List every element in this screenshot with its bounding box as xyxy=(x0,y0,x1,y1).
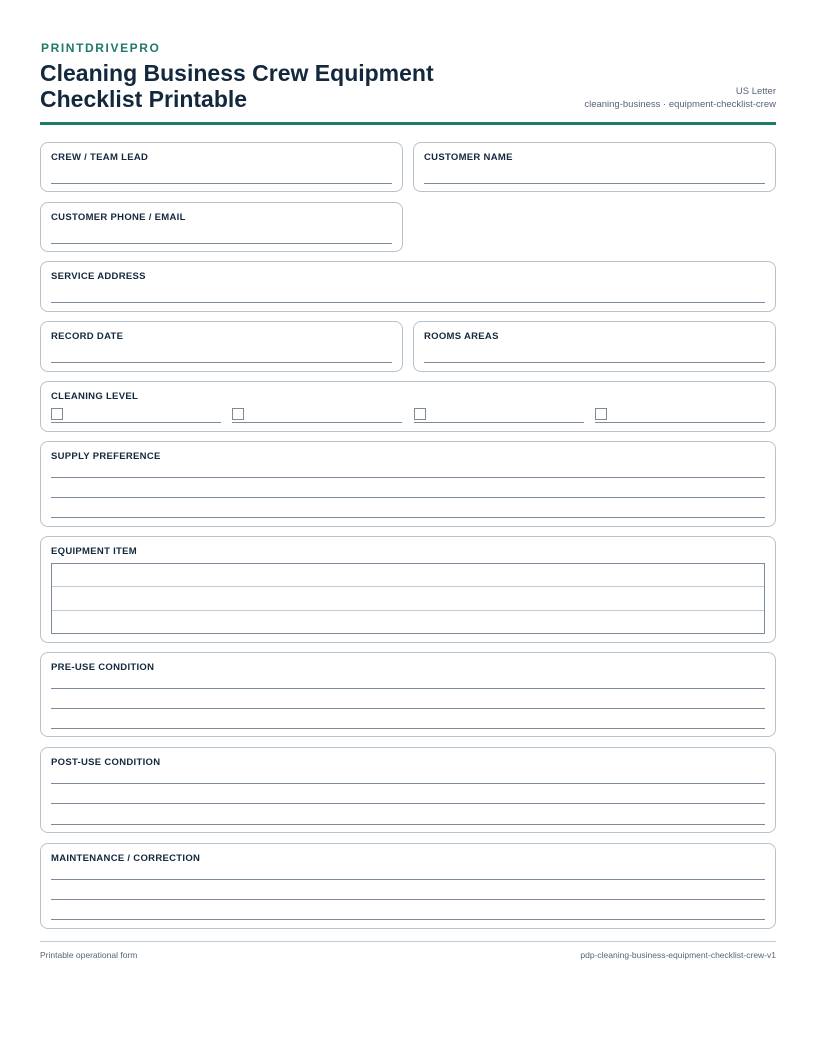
table-row[interactable] xyxy=(52,611,764,634)
paper-size: US Letter xyxy=(735,86,776,97)
cleaning-level-option-4 xyxy=(595,408,765,423)
page-title: Cleaning Business Crew Equipment Checklist Printable xyxy=(40,60,434,112)
pre-use-condition-line-3[interactable] xyxy=(51,728,765,729)
service-address-field[interactable] xyxy=(40,261,776,312)
cleaning-level-option-3 xyxy=(414,408,584,423)
checkbox-icon[interactable] xyxy=(414,408,426,420)
supply-preference-label: SUPPLY PREFERENCE xyxy=(51,451,161,462)
post-use-condition-label: POST-USE CONDITION xyxy=(51,757,161,768)
crew-team-lead-label: CREW / TEAM LEAD xyxy=(51,152,149,163)
pre-use-condition-label: PRE-USE CONDITION xyxy=(51,662,155,673)
header-rule xyxy=(40,122,776,125)
pre-use-condition-field[interactable] xyxy=(40,652,776,737)
cleaning-level-field xyxy=(40,381,776,432)
equipment-item-label: EQUIPMENT ITEM xyxy=(51,546,138,557)
equipment-item-table xyxy=(51,563,765,634)
table-row[interactable] xyxy=(52,564,764,587)
cleaning-level-option-2 xyxy=(232,408,402,423)
service-address-label: SERVICE ADDRESS xyxy=(51,271,146,282)
customer-name-label: CUSTOMER NAME xyxy=(424,152,513,163)
maintenance-correction-line-1[interactable] xyxy=(51,879,765,880)
customer-phone-email-field[interactable] xyxy=(40,202,403,252)
brand-name: PRINTDRIVEPRO xyxy=(41,41,161,55)
rooms-areas-field[interactable] xyxy=(413,321,776,372)
supply-preference-field[interactable] xyxy=(40,441,776,527)
post-use-condition-line-2[interactable] xyxy=(51,803,765,804)
cleaning-level-option-1 xyxy=(51,408,221,423)
checkbox-icon[interactable] xyxy=(595,408,607,420)
crew-team-lead-field[interactable] xyxy=(40,142,403,192)
customer-name-line[interactable] xyxy=(424,183,765,184)
cleaning-level-label: CLEANING LEVEL xyxy=(51,391,139,402)
rooms-areas-line[interactable] xyxy=(424,362,765,363)
record-date-field[interactable] xyxy=(40,321,403,372)
table-row[interactable] xyxy=(52,587,764,610)
post-use-condition-field[interactable] xyxy=(40,747,776,833)
record-date-line[interactable] xyxy=(51,362,392,363)
record-date-label: RECORD DATE xyxy=(51,331,124,342)
document-slug: cleaning-business · equipment-checklist-crew xyxy=(584,99,776,110)
footer-rule xyxy=(40,941,776,942)
checkbox-icon[interactable] xyxy=(51,408,63,420)
checkbox-icon[interactable] xyxy=(232,408,244,420)
service-address-line[interactable] xyxy=(51,302,765,303)
customer-phone-email-line[interactable] xyxy=(51,243,392,244)
maintenance-correction-line-3[interactable] xyxy=(51,919,765,920)
rooms-areas-label: ROOMS AREAS xyxy=(424,331,499,342)
document-meta xyxy=(584,85,776,111)
maintenance-correction-field[interactable] xyxy=(40,843,776,929)
maintenance-correction-line-2[interactable] xyxy=(51,899,765,900)
equipment-item-field xyxy=(40,536,776,643)
supply-preference-line-3[interactable] xyxy=(51,517,765,518)
post-use-condition-line-3[interactable] xyxy=(51,824,765,825)
pre-use-condition-line-1[interactable] xyxy=(51,688,765,689)
pre-use-condition-line-2[interactable] xyxy=(51,708,765,709)
maintenance-correction-label: MAINTENANCE / CORRECTION xyxy=(51,853,201,864)
form-id: pdp-cleaning-business-equipment-checklist-crew-v1 xyxy=(580,950,776,960)
supply-preference-line-2[interactable] xyxy=(51,497,765,498)
customer-phone-email-label: CUSTOMER PHONE / EMAIL xyxy=(51,212,186,223)
footer-note: Printable operational form xyxy=(40,950,138,960)
post-use-condition-line-1[interactable] xyxy=(51,783,765,784)
supply-preference-line-1[interactable] xyxy=(51,477,765,478)
crew-team-lead-line[interactable] xyxy=(51,183,392,184)
customer-name-field[interactable] xyxy=(413,142,776,192)
